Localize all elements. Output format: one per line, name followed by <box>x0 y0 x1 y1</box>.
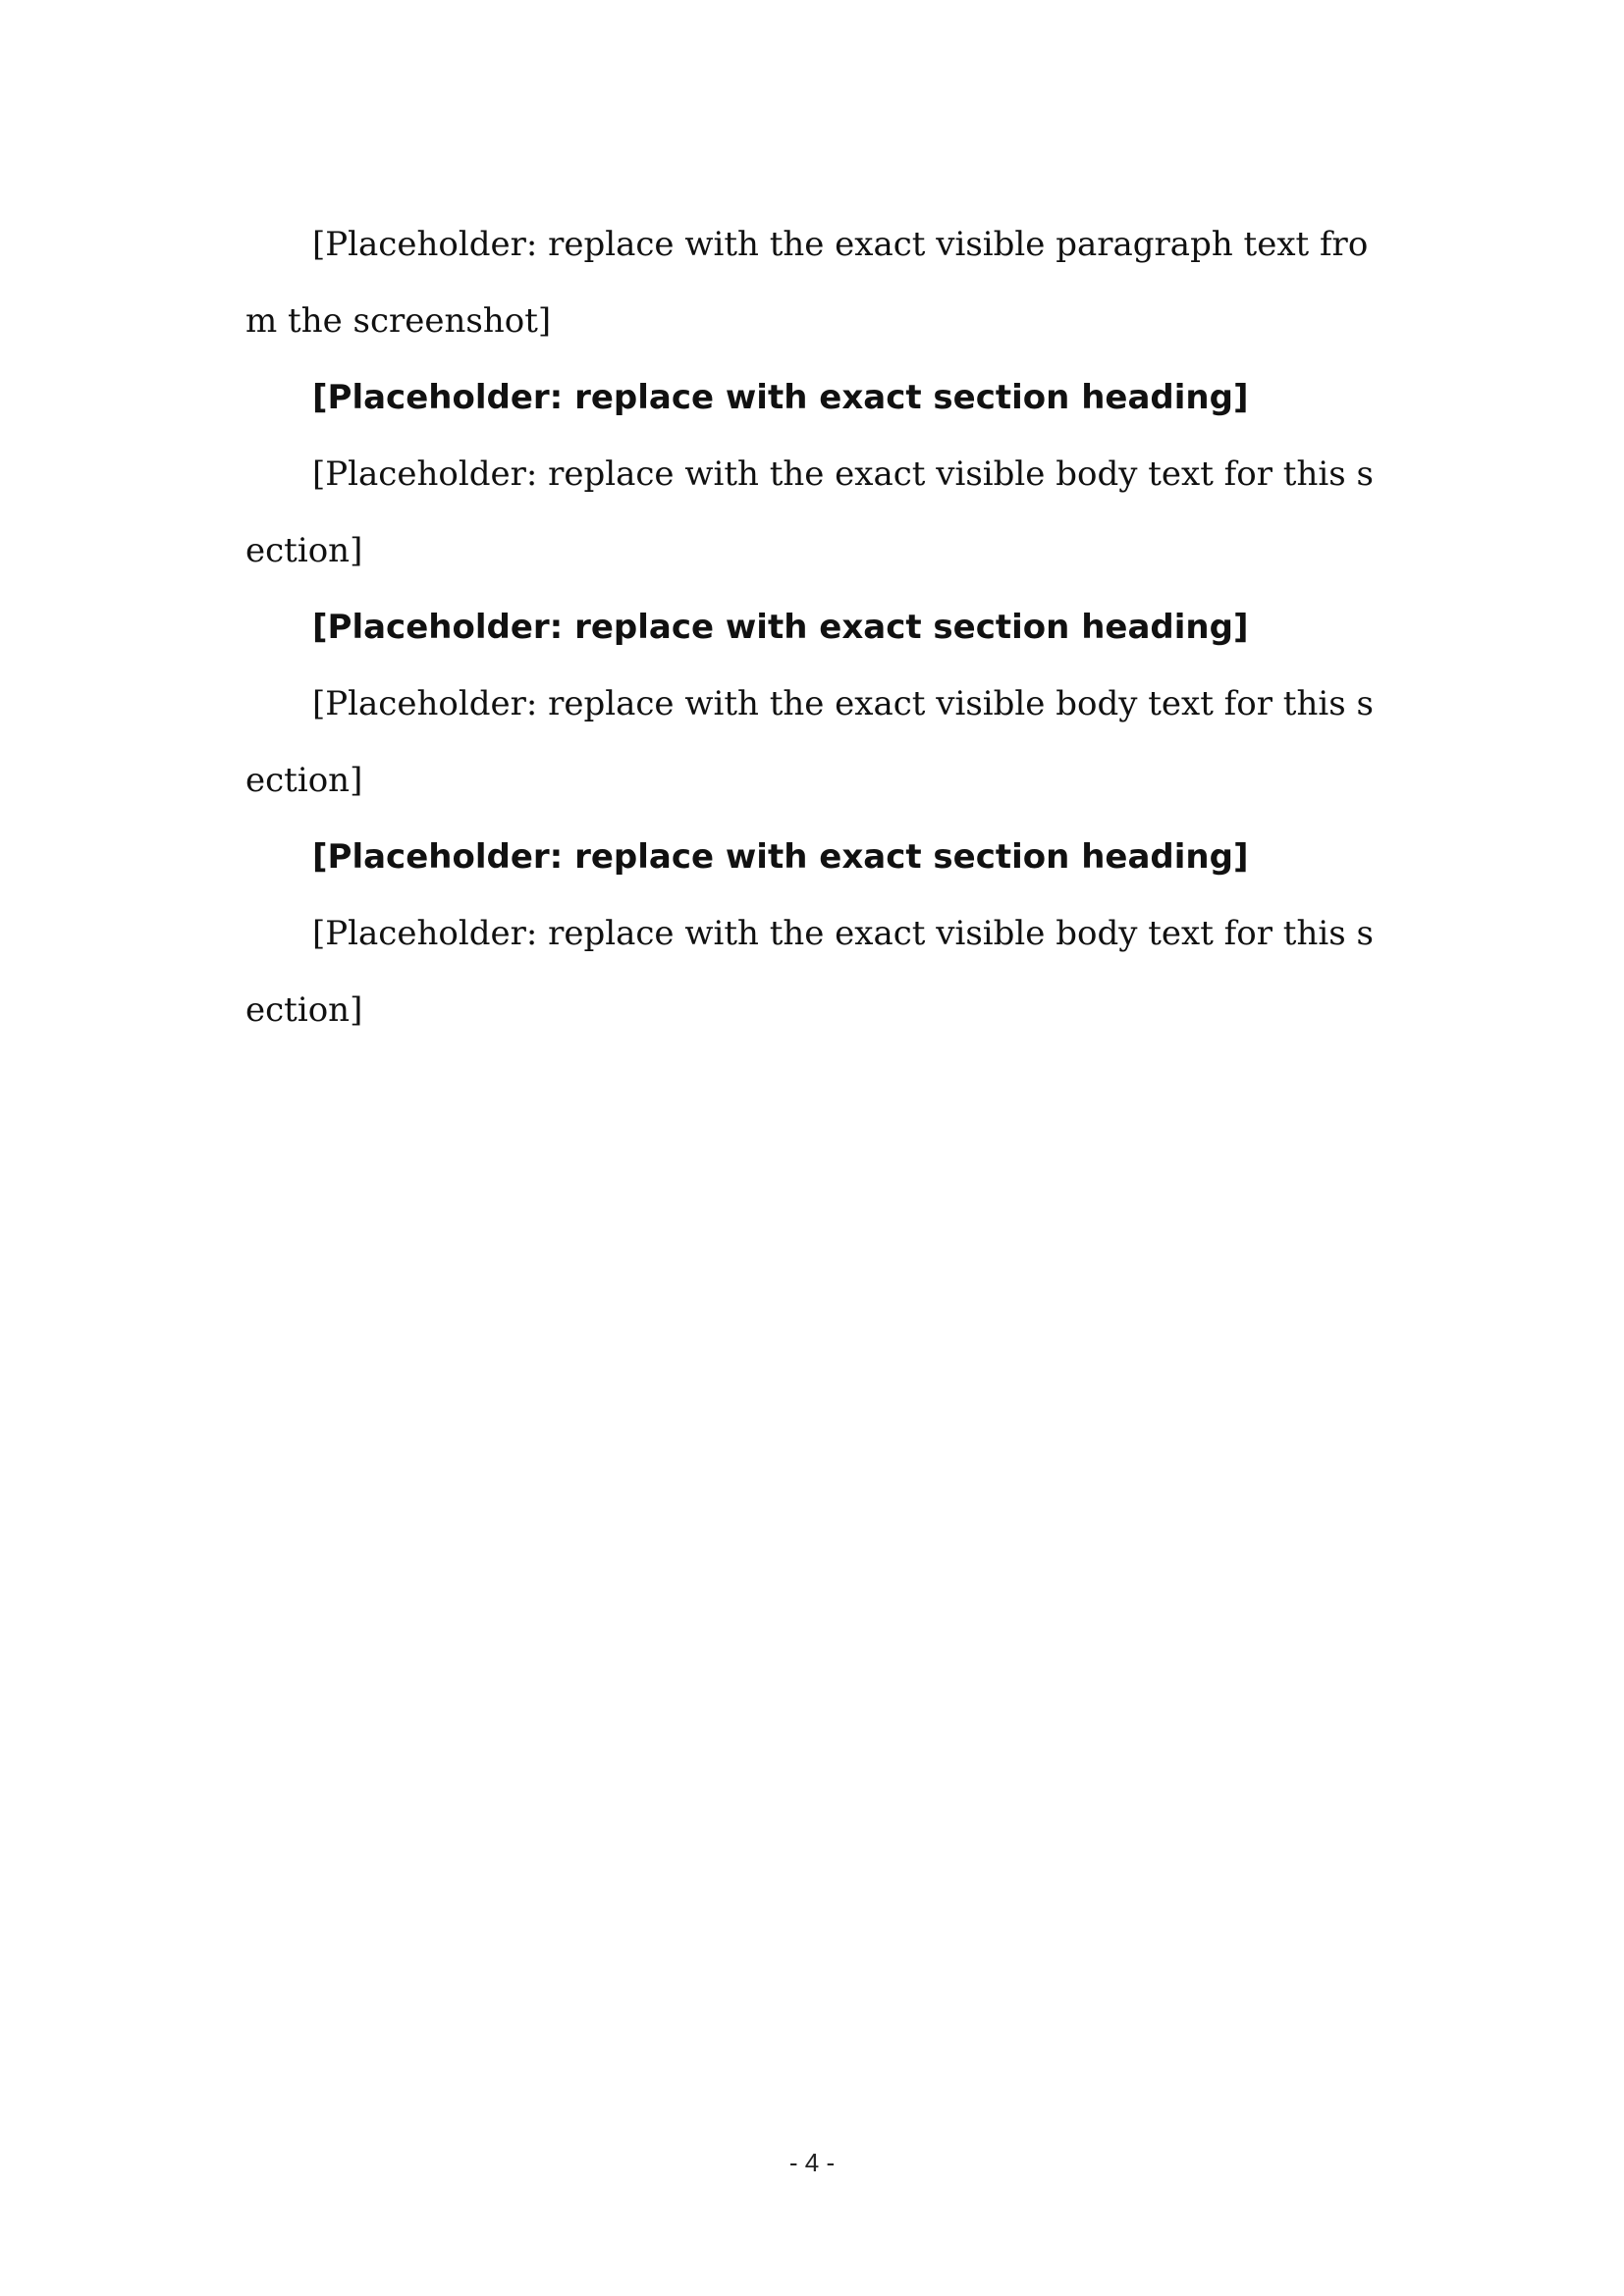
section-body-8: [Placeholder: replace with the exact visible body text for this section] <box>245 684 1374 800</box>
section-heading-7: [Placeholder: replace with exact section heading] <box>312 378 1249 417</box>
section-body-7: [Placeholder: replace with the exact visible body text for this section] <box>245 454 1374 570</box>
intro-paragraph: [Placeholder: replace with the exact visible paragraph text from the screenshot] <box>245 225 1369 341</box>
section-heading-9: [Placeholder: replace with exact section heading] <box>312 837 1249 877</box>
page-number: - 4 - <box>788 2148 836 2177</box>
document-content <box>245 206 1379 1048</box>
section-heading-8: [Placeholder: replace with exact section heading] <box>312 608 1249 647</box>
section-body-9: [Placeholder: replace with the exact visible body text for this section] <box>245 914 1374 1030</box>
